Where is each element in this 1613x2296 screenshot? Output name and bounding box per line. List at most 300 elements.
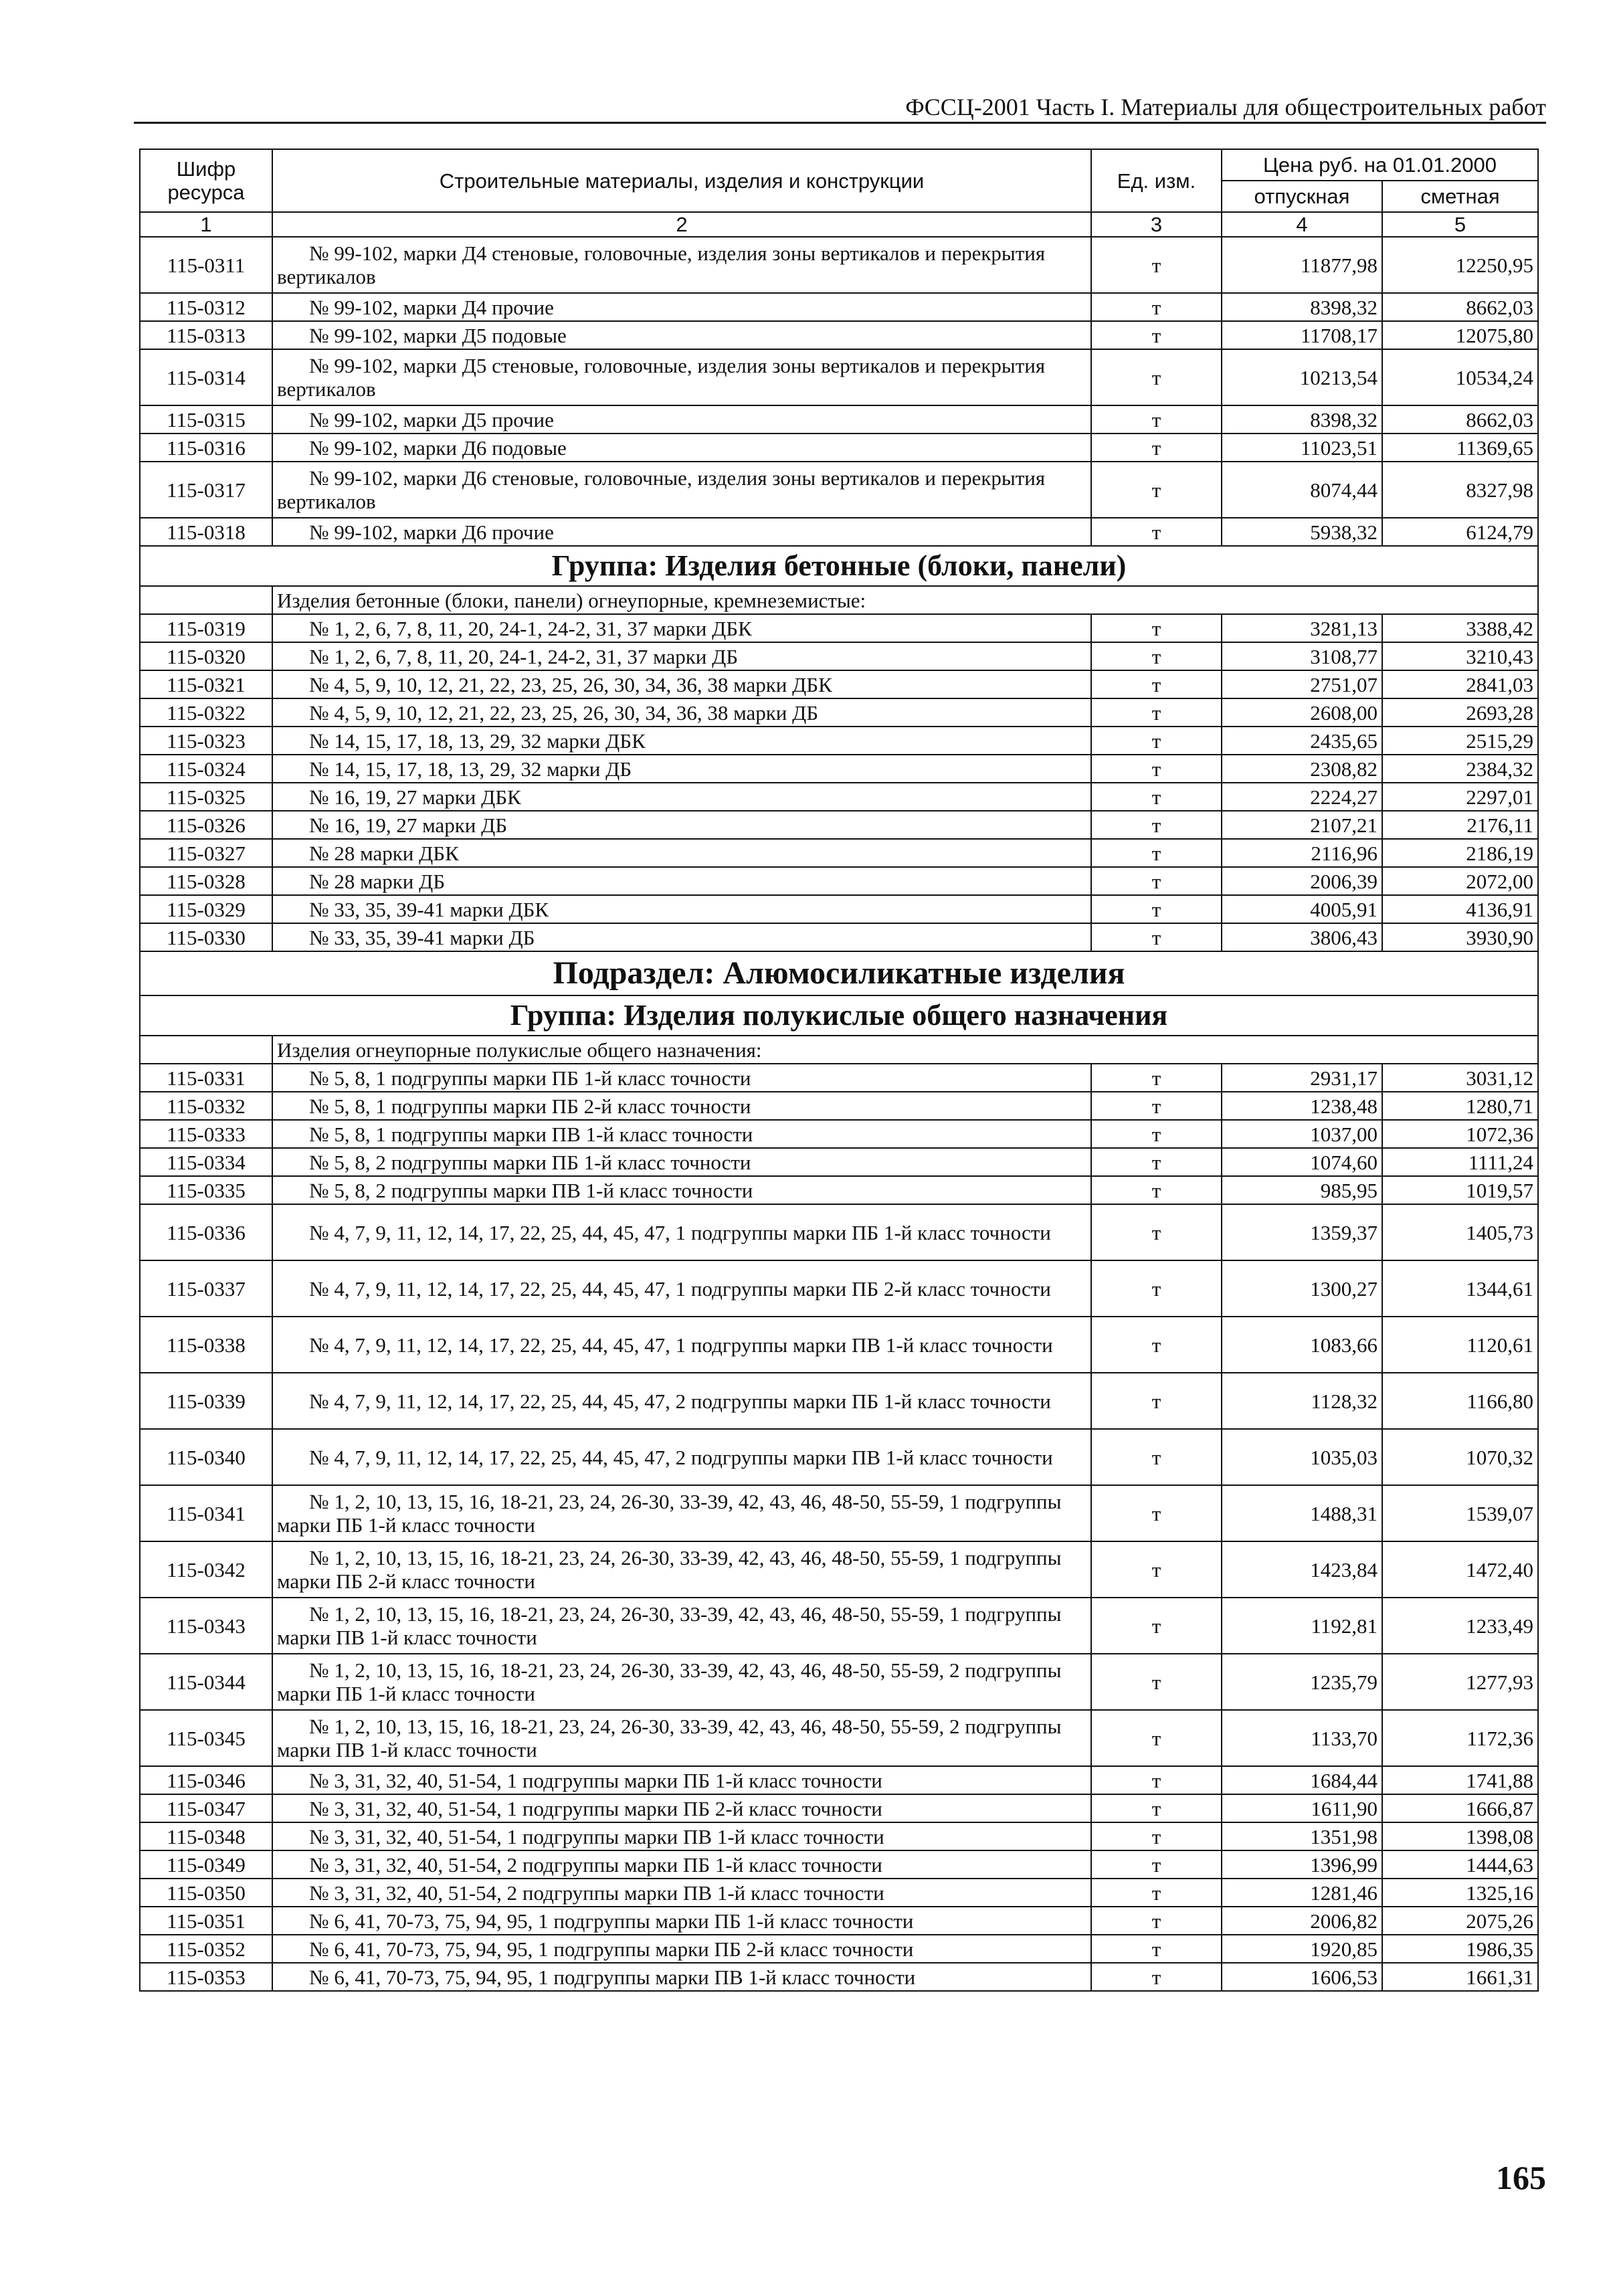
group-heading-row — [140, 546, 1538, 586]
material-name-text: № 4, 7, 9, 11, 12, 14, 17, 22, 25, 44, 45, 47, 1 подгруппы марки ПБ 1-й класс точности — [309, 1220, 1051, 1244]
price-estimate: 1233,49 — [1382, 1598, 1538, 1654]
price-release: 1074,60 — [1222, 1148, 1382, 1176]
table-row — [140, 895, 1538, 923]
price-release: 11708,17 — [1222, 321, 1382, 349]
material-name — [272, 462, 1091, 518]
price-estimate: 8662,03 — [1382, 405, 1538, 434]
group-heading-row — [140, 995, 1538, 1036]
unit-of-measure: т — [1091, 839, 1222, 867]
material-name — [272, 1850, 1091, 1879]
price-release: 1359,37 — [1222, 1204, 1382, 1260]
material-name-text: № 5, 8, 1 подгруппы марки ПБ 2-й класс точности — [309, 1094, 751, 1118]
price-release: 1037,00 — [1222, 1120, 1382, 1148]
table-row — [140, 839, 1538, 867]
table-row — [140, 1260, 1538, 1317]
unit-of-measure: т — [1091, 1317, 1222, 1373]
material-name-text: № 99-102, марки Д5 стеновые, головочные, изделия зоны вертикалов и перекрытия вертикалов — [277, 354, 1046, 401]
price-release: 1351,98 — [1222, 1822, 1382, 1850]
material-name — [272, 727, 1091, 755]
material-name-text: № 5, 8, 2 подгруппы марки ПБ 1-й класс точности — [309, 1150, 751, 1174]
material-name — [272, 1907, 1091, 1935]
price-release: 1133,70 — [1222, 1710, 1382, 1766]
resource-code: 115-0337 — [140, 1260, 272, 1317]
table-row — [140, 1794, 1538, 1822]
material-name — [272, 670, 1091, 698]
unit-of-measure: т — [1091, 727, 1222, 755]
unit-of-measure: т — [1091, 1907, 1222, 1935]
header-name: Строительные материалы, изделия и конструкции — [272, 149, 1091, 212]
unit-of-measure: т — [1091, 867, 1222, 895]
resource-code: 115-0323 — [140, 727, 272, 755]
material-name-text: № 1, 2, 6, 7, 8, 11, 20, 24-1, 24-2, 31, 37 марки ДБК — [309, 616, 752, 640]
price-estimate: 1111,24 — [1382, 1148, 1538, 1176]
price-release: 1300,27 — [1222, 1260, 1382, 1317]
price-estimate: 1398,08 — [1382, 1822, 1538, 1850]
resource-code: 115-0342 — [140, 1541, 272, 1598]
column-number: 5 — [1382, 212, 1538, 237]
table-row — [140, 1654, 1538, 1710]
resource-code: 115-0322 — [140, 698, 272, 727]
price-release: 1423,84 — [1222, 1541, 1382, 1598]
resource-code: 115-0316 — [140, 434, 272, 462]
material-name-text: № 99-102, марки Д4 стеновые, головочные, изделия зоны вертикалов и перекрытия вертикалов — [277, 242, 1046, 288]
material-name-text: № 14, 15, 17, 18, 13, 29, 32 марки ДБ — [309, 757, 632, 781]
price-release: 3108,77 — [1222, 642, 1382, 670]
material-name — [272, 1176, 1091, 1204]
price-release: 3806,43 — [1222, 923, 1382, 951]
unit-of-measure: т — [1091, 1822, 1222, 1850]
material-name-text: № 33, 35, 39-41 марки ДБК — [309, 897, 549, 921]
price-estimate: 1986,35 — [1382, 1935, 1538, 1963]
resource-code: 115-0324 — [140, 755, 272, 783]
material-name — [272, 1654, 1091, 1710]
column-number: 2 — [272, 212, 1091, 237]
group-heading: Группа: Изделия бетонные (блоки, панели) — [140, 546, 1538, 586]
material-name — [272, 237, 1091, 293]
resource-code: 115-0317 — [140, 462, 272, 518]
resource-code: 115-0346 — [140, 1766, 272, 1794]
resource-code: 115-0325 — [140, 783, 272, 811]
table-row — [140, 727, 1538, 755]
unit-of-measure: т — [1091, 811, 1222, 839]
column-numbers-row — [140, 212, 1538, 237]
table-row — [140, 670, 1538, 698]
price-estimate: 2176,11 — [1382, 811, 1538, 839]
unit-of-measure: т — [1091, 1963, 1222, 1991]
price-release: 1128,32 — [1222, 1373, 1382, 1429]
unit-of-measure: т — [1091, 1654, 1222, 1710]
material-name — [272, 1092, 1091, 1120]
resource-code: 115-0321 — [140, 670, 272, 698]
material-name — [272, 923, 1091, 951]
material-name — [272, 811, 1091, 839]
material-name — [272, 1148, 1091, 1176]
resource-code: 115-0350 — [140, 1879, 272, 1907]
price-release: 11877,98 — [1222, 237, 1382, 293]
resource-code: 115-0339 — [140, 1373, 272, 1429]
table-row — [140, 1204, 1538, 1260]
price-estimate: 1070,32 — [1382, 1429, 1538, 1485]
material-name-text: № 1, 2, 10, 13, 15, 16, 18-21, 23, 24, 26-30, 33-39, 42, 43, 46, 48-50, 55-59, 1 подгруппы марки ПБ 1-й класс точности — [277, 1490, 1062, 1537]
resource-code: 115-0336 — [140, 1204, 272, 1260]
unit-of-measure: т — [1091, 1766, 1222, 1794]
table-row — [140, 1935, 1538, 1963]
material-name — [272, 698, 1091, 727]
material-name-text: № 4, 7, 9, 11, 12, 14, 17, 22, 25, 44, 45, 47, 1 подгруппы марки ПВ 1-й класс точности — [309, 1333, 1053, 1357]
material-name — [272, 518, 1091, 546]
price-estimate: 12250,95 — [1382, 237, 1538, 293]
material-name-text: № 4, 7, 9, 11, 12, 14, 17, 22, 25, 44, 45, 47, 1 подгруппы марки ПБ 2-й класс точности — [309, 1276, 1051, 1301]
resource-code: 115-0351 — [140, 1907, 272, 1935]
unit-of-measure: т — [1091, 670, 1222, 698]
resource-code: 115-0344 — [140, 1654, 272, 1710]
material-name-text: № 3, 31, 32, 40, 51-54, 1 подгруппы марки ПВ 1-й класс точности — [309, 1824, 884, 1848]
table-header — [140, 149, 1538, 237]
table-row — [140, 642, 1538, 670]
unit-of-measure: т — [1091, 698, 1222, 727]
price-release: 1192,81 — [1222, 1598, 1382, 1654]
material-name-text: № 28 марки ДБ — [309, 869, 446, 893]
table-row — [140, 462, 1538, 518]
price-release: 1488,31 — [1222, 1485, 1382, 1541]
material-name — [272, 349, 1091, 405]
material-name — [272, 321, 1091, 349]
table-row — [140, 434, 1538, 462]
price-release: 1611,90 — [1222, 1794, 1382, 1822]
price-release: 8398,32 — [1222, 405, 1382, 434]
material-name-text: № 99-102, марки Д5 прочие — [309, 407, 554, 432]
resource-code: 115-0341 — [140, 1485, 272, 1541]
unit-of-measure: т — [1091, 1710, 1222, 1766]
group-heading: Группа: Изделия полукислые общего назначения — [140, 995, 1538, 1036]
unit-of-measure: т — [1091, 1120, 1222, 1148]
table-row — [140, 1766, 1538, 1794]
table-row — [140, 1879, 1538, 1907]
price-estimate: 6124,79 — [1382, 518, 1538, 546]
material-name — [272, 1766, 1091, 1794]
price-estimate: 2075,26 — [1382, 1907, 1538, 1935]
resource-code: 115-0352 — [140, 1935, 272, 1963]
table-row — [140, 1317, 1538, 1373]
material-name — [272, 867, 1091, 895]
resource-code: 115-0326 — [140, 811, 272, 839]
price-release: 1606,53 — [1222, 1963, 1382, 1991]
material-name — [272, 1317, 1091, 1373]
price-estimate: 1444,63 — [1382, 1850, 1538, 1879]
empty-code-cell — [140, 1036, 272, 1064]
running-head: ФССЦ-2001 Часть I. Материалы для общестроительных работ — [134, 94, 1546, 124]
category-note: Изделия огнеупорные полукислые общего назначения: — [272, 1036, 1538, 1064]
resource-code: 115-0328 — [140, 867, 272, 895]
price-release: 2751,07 — [1222, 670, 1382, 698]
material-name-text: № 1, 2, 6, 7, 8, 11, 20, 24-1, 24-2, 31, 37 марки ДБ — [309, 644, 739, 668]
price-release: 8074,44 — [1222, 462, 1382, 518]
material-name-text: № 16, 19, 27 марки ДБК — [309, 785, 521, 809]
price-release: 2006,82 — [1222, 1907, 1382, 1935]
material-name-text: № 28 марки ДБК — [309, 841, 459, 865]
price-estimate: 1072,36 — [1382, 1120, 1538, 1148]
price-release: 985,95 — [1222, 1176, 1382, 1204]
material-name-text: № 99-102, марки Д6 стеновые, головочные, изделия зоны вертикалов и перекрытия вертикалов — [277, 466, 1046, 513]
category-note-row — [140, 1036, 1538, 1064]
resource-code: 115-0334 — [140, 1148, 272, 1176]
material-name-text: № 3, 31, 32, 40, 51-54, 2 подгруппы марки ПВ 1-й класс точности — [309, 1881, 884, 1905]
table-row — [140, 349, 1538, 405]
header-code: Шифр ресурса — [140, 149, 272, 212]
table-row — [140, 867, 1538, 895]
material-name-text: № 14, 15, 17, 18, 13, 29, 32 марки ДБК — [309, 729, 646, 753]
unit-of-measure: т — [1091, 1485, 1222, 1541]
material-name — [272, 642, 1091, 670]
material-name-text: № 5, 8, 1 подгруппы марки ПВ 1-й класс точности — [309, 1122, 753, 1146]
table-row — [140, 1064, 1538, 1092]
price-release: 2224,27 — [1222, 783, 1382, 811]
material-name-text: № 99-102, марки Д6 подовые — [309, 436, 567, 460]
header-price-release: отпускная — [1222, 181, 1382, 212]
unit-of-measure: т — [1091, 1794, 1222, 1822]
unit-of-measure: т — [1091, 783, 1222, 811]
price-release: 2608,00 — [1222, 698, 1382, 727]
material-name — [272, 614, 1091, 642]
unit-of-measure: т — [1091, 895, 1222, 923]
resource-code: 115-0318 — [140, 518, 272, 546]
price-estimate: 2186,19 — [1382, 839, 1538, 867]
price-estimate: 2693,28 — [1382, 698, 1538, 727]
price-release: 2107,21 — [1222, 811, 1382, 839]
table-row — [140, 1120, 1538, 1148]
table-row — [140, 1907, 1538, 1935]
material-name-text: № 6, 41, 70-73, 75, 94, 95, 1 подгруппы марки ПБ 2-й класс точности — [309, 1937, 914, 1961]
unit-of-measure: т — [1091, 405, 1222, 434]
material-name-text: № 1, 2, 10, 13, 15, 16, 18-21, 23, 24, 26-30, 33-39, 42, 43, 46, 48-50, 55-59, 2 подгруппы марки ПБ 1-й класс точности — [277, 1658, 1062, 1705]
table-row — [140, 1148, 1538, 1176]
price-estimate: 8327,98 — [1382, 462, 1538, 518]
material-name-text: № 4, 7, 9, 11, 12, 14, 17, 22, 25, 44, 45, 47, 2 подгруппы марки ПВ 1-й класс точности — [309, 1445, 1053, 1469]
unit-of-measure: т — [1091, 1092, 1222, 1120]
price-release: 4005,91 — [1222, 895, 1382, 923]
table-row — [140, 518, 1538, 546]
material-name — [272, 839, 1091, 867]
material-name — [272, 1260, 1091, 1317]
material-name — [272, 1598, 1091, 1654]
material-name-text: № 1, 2, 10, 13, 15, 16, 18-21, 23, 24, 26-30, 33-39, 42, 43, 46, 48-50, 55-59, 1 подгруппы марки ПВ 1-й класс точности — [277, 1602, 1062, 1649]
resource-code: 115-0330 — [140, 923, 272, 951]
material-name-text: № 99-102, марки Д6 прочие — [309, 520, 554, 544]
column-number: 1 — [140, 212, 272, 237]
price-release: 2006,39 — [1222, 867, 1382, 895]
unit-of-measure: т — [1091, 1064, 1222, 1092]
empty-code-cell — [140, 586, 272, 614]
unit-of-measure: т — [1091, 321, 1222, 349]
table-row — [140, 321, 1538, 349]
resource-code: 115-0314 — [140, 349, 272, 405]
column-number: 3 — [1091, 212, 1222, 237]
unit-of-measure: т — [1091, 1373, 1222, 1429]
resource-code: 115-0312 — [140, 293, 272, 321]
price-release: 11023,51 — [1222, 434, 1382, 462]
unit-of-measure: т — [1091, 1850, 1222, 1879]
price-estimate: 3930,90 — [1382, 923, 1538, 951]
table-row — [140, 237, 1538, 293]
unit-of-measure: т — [1091, 518, 1222, 546]
price-estimate: 1172,36 — [1382, 1710, 1538, 1766]
material-name — [272, 1485, 1091, 1541]
resource-code: 115-0313 — [140, 321, 272, 349]
price-release: 2116,96 — [1222, 839, 1382, 867]
subsection-heading: Подраздел: Алюмосиликатные изделия — [140, 951, 1538, 995]
resource-code: 115-0345 — [140, 1710, 272, 1766]
price-estimate: 1344,61 — [1382, 1260, 1538, 1317]
price-estimate: 3031,12 — [1382, 1064, 1538, 1092]
price-estimate: 3210,43 — [1382, 642, 1538, 670]
resource-code: 115-0340 — [140, 1429, 272, 1485]
resource-code: 115-0332 — [140, 1092, 272, 1120]
table-row — [140, 293, 1538, 321]
resource-code: 115-0311 — [140, 237, 272, 293]
table-row — [140, 755, 1538, 783]
unit-of-measure: т — [1091, 434, 1222, 462]
price-release: 1238,48 — [1222, 1092, 1382, 1120]
table-row — [140, 1598, 1538, 1654]
material-name — [272, 755, 1091, 783]
price-release: 3281,13 — [1222, 614, 1382, 642]
price-estimate: 1325,16 — [1382, 1879, 1538, 1907]
unit-of-measure: т — [1091, 462, 1222, 518]
price-estimate: 1539,07 — [1382, 1485, 1538, 1541]
subsection-heading-row — [140, 951, 1538, 995]
resource-code: 115-0320 — [140, 642, 272, 670]
price-release: 10213,54 — [1222, 349, 1382, 405]
material-name-text: № 1, 2, 10, 13, 15, 16, 18-21, 23, 24, 26-30, 33-39, 42, 43, 46, 48-50, 55-59, 2 подгруппы марки ПВ 1-й класс точности — [277, 1715, 1062, 1761]
material-name — [272, 1064, 1091, 1092]
material-name — [272, 1541, 1091, 1598]
table-row — [140, 1710, 1538, 1766]
price-release: 2308,82 — [1222, 755, 1382, 783]
material-name-text: № 33, 35, 39-41 марки ДБ — [309, 925, 535, 949]
resource-code: 115-0327 — [140, 839, 272, 867]
material-name-text: № 99-102, марки Д4 прочие — [309, 295, 554, 319]
table-row — [140, 614, 1538, 642]
price-estimate: 1472,40 — [1382, 1541, 1538, 1598]
header-price-estimate: сметная — [1382, 181, 1538, 212]
table-row — [140, 698, 1538, 727]
table-row — [140, 1822, 1538, 1850]
unit-of-measure: т — [1091, 1598, 1222, 1654]
unit-of-measure: т — [1091, 1429, 1222, 1485]
material-name — [272, 1794, 1091, 1822]
unit-of-measure: т — [1091, 923, 1222, 951]
material-name — [272, 895, 1091, 923]
resource-code: 115-0353 — [140, 1963, 272, 1991]
unit-of-measure: т — [1091, 237, 1222, 293]
unit-of-measure: т — [1091, 1176, 1222, 1204]
unit-of-measure: т — [1091, 614, 1222, 642]
table-row — [140, 1850, 1538, 1879]
unit-of-measure: т — [1091, 1935, 1222, 1963]
material-name-text: № 4, 7, 9, 11, 12, 14, 17, 22, 25, 44, 45, 47, 2 подгруппы марки ПБ 1-й класс точности — [309, 1389, 1051, 1413]
price-estimate: 12075,80 — [1382, 321, 1538, 349]
material-name — [272, 1879, 1091, 1907]
material-name — [272, 1710, 1091, 1766]
price-release: 1684,44 — [1222, 1766, 1382, 1794]
resource-code: 115-0335 — [140, 1176, 272, 1204]
price-estimate: 11369,65 — [1382, 434, 1538, 462]
table-row — [140, 405, 1538, 434]
material-name — [272, 1429, 1091, 1485]
material-name — [272, 434, 1091, 462]
material-name-text: № 1, 2, 10, 13, 15, 16, 18-21, 23, 24, 26-30, 33-39, 42, 43, 46, 48-50, 55-59, 1 подгруппы марки ПБ 2-й класс точности — [277, 1546, 1062, 1593]
material-name — [272, 1373, 1091, 1429]
material-name-text: № 4, 5, 9, 10, 12, 21, 22, 23, 25, 26, 30, 34, 36, 38 марки ДБ — [309, 700, 819, 725]
price-estimate: 3388,42 — [1382, 614, 1538, 642]
material-name — [272, 1204, 1091, 1260]
resource-code: 115-0349 — [140, 1850, 272, 1879]
resource-code: 115-0331 — [140, 1064, 272, 1092]
price-estimate: 1741,88 — [1382, 1766, 1538, 1794]
material-name-text: № 3, 31, 32, 40, 51-54, 1 подгруппы марки ПБ 1-й класс точности — [309, 1768, 882, 1792]
table-row — [140, 1429, 1538, 1485]
price-release: 5938,32 — [1222, 518, 1382, 546]
price-release: 1035,03 — [1222, 1429, 1382, 1485]
price-estimate: 2841,03 — [1382, 670, 1538, 698]
header-price-group: Цена руб. на 01.01.2000 — [1222, 149, 1538, 181]
material-name-text: № 5, 8, 1 подгруппы марки ПБ 1-й класс точности — [309, 1066, 751, 1090]
material-name-text: № 16, 19, 27 марки ДБ — [309, 813, 508, 837]
table-row — [140, 923, 1538, 951]
price-release: 8398,32 — [1222, 293, 1382, 321]
price-release: 1920,85 — [1222, 1935, 1382, 1963]
page-number: 165 — [1496, 2159, 1546, 2196]
price-estimate: 2072,00 — [1382, 867, 1538, 895]
unit-of-measure: т — [1091, 642, 1222, 670]
resource-code: 115-0315 — [140, 405, 272, 434]
price-release: 2931,17 — [1222, 1064, 1382, 1092]
price-release: 2435,65 — [1222, 727, 1382, 755]
unit-of-measure: т — [1091, 1879, 1222, 1907]
unit-of-measure: т — [1091, 755, 1222, 783]
price-release: 1396,99 — [1222, 1850, 1382, 1879]
price-estimate: 1666,87 — [1382, 1794, 1538, 1822]
resource-code: 115-0333 — [140, 1120, 272, 1148]
price-estimate: 2384,32 — [1382, 755, 1538, 783]
category-note-row — [140, 586, 1538, 614]
price-estimate: 1280,71 — [1382, 1092, 1538, 1120]
price-estimate: 8662,03 — [1382, 293, 1538, 321]
material-name — [272, 293, 1091, 321]
price-estimate: 1405,73 — [1382, 1204, 1538, 1260]
resource-code: 115-0347 — [140, 1794, 272, 1822]
material-name — [272, 1963, 1091, 1991]
price-estimate: 10534,24 — [1382, 349, 1538, 405]
resource-code: 115-0348 — [140, 1822, 272, 1850]
table-row — [140, 783, 1538, 811]
price-estimate: 1277,93 — [1382, 1654, 1538, 1710]
unit-of-measure: т — [1091, 293, 1222, 321]
header-unit: Ед. изм. — [1091, 149, 1222, 212]
table-row — [140, 1373, 1538, 1429]
price-estimate: 1019,57 — [1382, 1176, 1538, 1204]
material-name-text: № 3, 31, 32, 40, 51-54, 2 подгруппы марки ПБ 1-й класс точности — [309, 1852, 882, 1877]
table-row — [140, 1176, 1538, 1204]
price-estimate: 2297,01 — [1382, 783, 1538, 811]
price-release: 1083,66 — [1222, 1317, 1382, 1373]
table-row — [140, 1485, 1538, 1541]
unit-of-measure: т — [1091, 1204, 1222, 1260]
column-number: 4 — [1222, 212, 1382, 237]
material-name-text: № 4, 5, 9, 10, 12, 21, 22, 23, 25, 26, 30, 34, 36, 38 марки ДБК — [309, 672, 832, 696]
material-name — [272, 405, 1091, 434]
material-name-text: № 3, 31, 32, 40, 51-54, 1 подгруппы марки ПБ 2-й класс точности — [309, 1796, 882, 1820]
